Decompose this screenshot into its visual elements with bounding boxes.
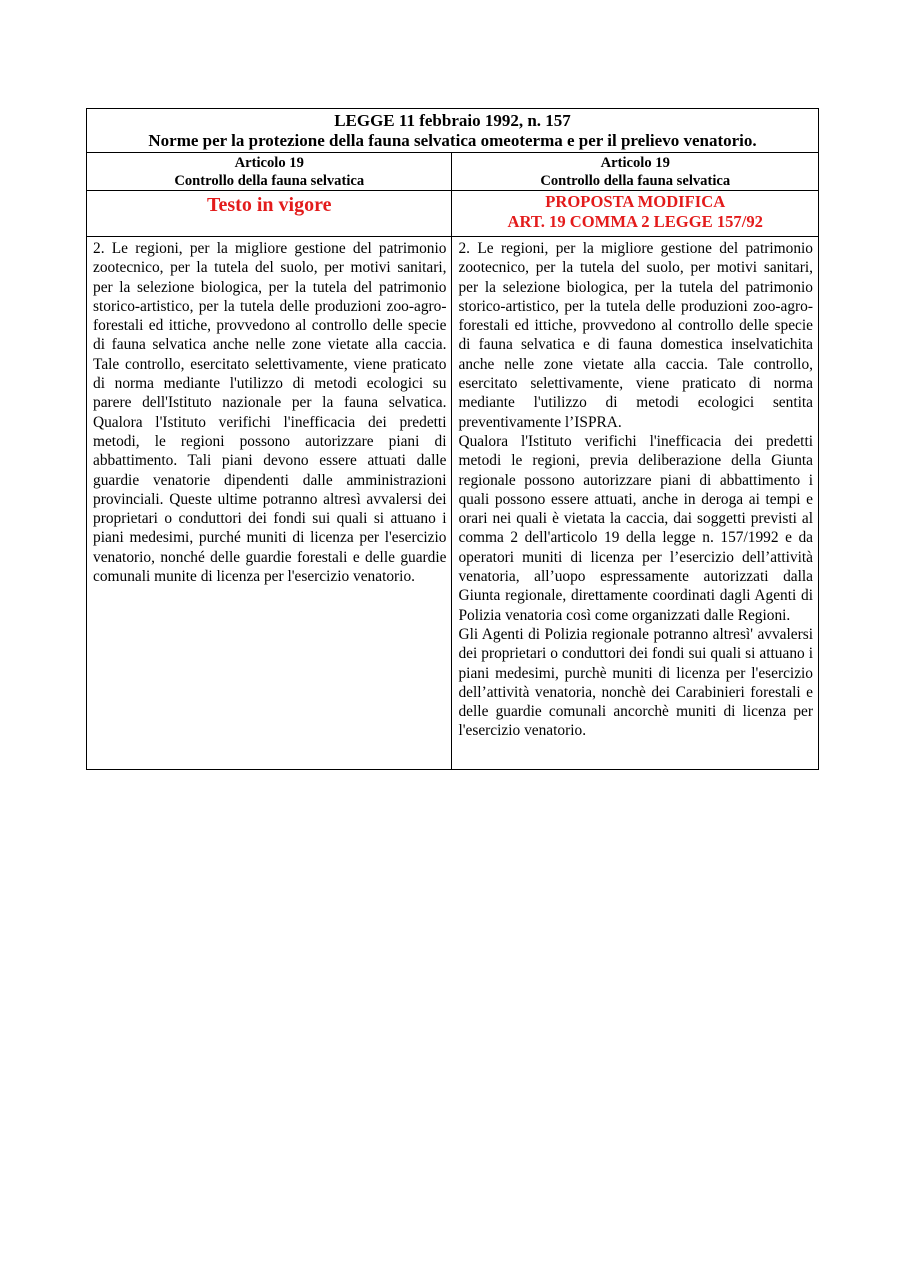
proposed-text-paragraph-1: 2. Le regioni, per la migliore gestione del patrimonio zootecnico, per la tutela del suolo, per motivi sanitari, per la selezione biologica, per la tutela del patrimonio storico-artistico, per la tutela delle produzioni zoo-agro-forestali ed ittiche, provvedono al controllo delle specie di fauna selvatica e di fauna domestica inselvatichita anche nelle zone vietate alla caccia. Tale controllo, esercitato selettivamente, viene praticato di norma mediante l'utilizzo di metodi ecologici sentita preventivamente l’ISPRA. (458, 240, 813, 431)
current-text-label: Testo in vigore (87, 191, 452, 237)
law-title: LEGGE 11 febbraio 1992, n. 157 (334, 111, 571, 130)
law-subtitle: Norme per la protezione della fauna selvatica omeoterma e per il prelievo venatorio. (148, 131, 757, 150)
proposed-text-paragraph-3: Gli Agenti di Polizia regionale potranno altresì' avvalersi dei proprietari o conduttori dei fondi sui quali si attuano i piani medesimi, purchè muniti di licenza per l'esercizio dell’attività venatoria, nonchè dei Carabinieri forestali e delle guardie comunali ancorchè muniti di licenza per l'esercizio venatorio. (458, 625, 813, 740)
proposed-text-paragraph-2: Qualora l'Istituto verifichi l'inefficacia dei predetti metodi le regioni, previa deliberazione della Giunta regionale possono autorizzare piani di abbattimento i quali possono essere attuati, anche in deroga ai tempi e orari nei quali è vietata la caccia, dai soggetti previsti al comma 2 dell'articolo 19 della legge n. 157/1992 e da operatori muniti di licenza per l’esercizio dell’attività venatoria, all’uopo espressamente autorizzati dalla Giunta regionale, direttamente coordinati dagli Agenti di Polizia venatoria così come organizzati dalle Regioni. (458, 432, 813, 624)
article-row (87, 153, 819, 191)
comparison-table (86, 108, 819, 770)
law-title-cell (87, 109, 819, 153)
left-article-number: Articolo 19 (234, 155, 304, 171)
label-row (87, 191, 819, 237)
left-article-cell (87, 153, 452, 191)
right-article-subtitle: Controllo della fauna selvatica (540, 173, 731, 189)
title-row (87, 109, 819, 153)
proposed-change-title: PROPOSTA MODIFICA (545, 192, 726, 211)
left-article-subtitle: Controllo della fauna selvatica (174, 173, 365, 189)
proposed-text-body (452, 237, 819, 770)
current-text-body (87, 237, 452, 770)
proposed-change-reference: ART. 19 COMMA 2 LEGGE 157/92 (507, 212, 763, 231)
right-article-number: Articolo 19 (600, 155, 670, 171)
right-article-cell (452, 153, 819, 191)
current-text-paragraph: 2. Le regioni, per la migliore gestione del patrimonio zootecnico, per la tutela del suolo, per motivi sanitari, per la selezione biologica, per la tutela del patrimonio storico-artistico, per la tutela delle produzioni zoo-agro-forestali ed ittiche, provvedono al controllo delle specie di fauna selvatica anche nelle zone vietate alla caccia. Tale controllo, esercitato selettivamente, viene praticato di norma mediante l'utilizzo di metodi ecologici su parere dell'Istituto nazionale per la fauna selvatica. Qualora l'Istituto verifichi l'inefficacia dei predetti metodi, le regioni possono autorizzare piani di abbattimento. Tali piani devono essere attuati dalle guardie venatorie dipendenti dalle amministrazioni provinciali. Queste ultime potranno altresì avvalersi dei proprietari o conduttori dei fondi sui quali si attuano i piani medesimi, purché muniti di licenza per l'esercizio venatorio, nonché delle guardie forestali e delle guardie comunali munite di licenza per l'esercizio venatorio. (93, 240, 447, 586)
body-row (87, 237, 819, 770)
proposed-change-label (452, 191, 819, 237)
